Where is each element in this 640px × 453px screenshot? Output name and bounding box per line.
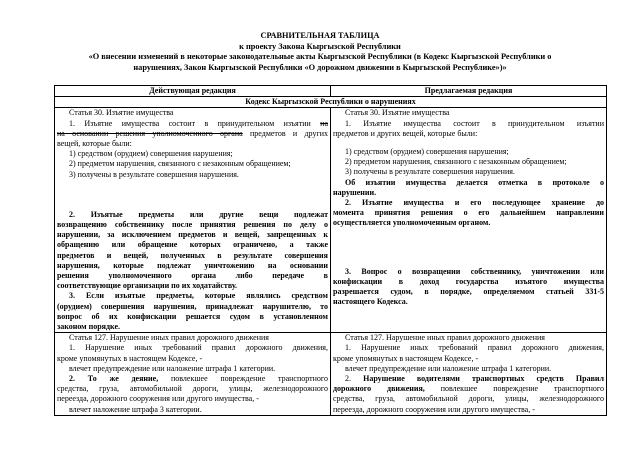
list-item: 2) предметом нарушения, связанного с незаконным обращением; [69,159,291,169]
list-item: 3) получены в результате совершения нарушения. [345,167,515,177]
penalty-line: влечет предупреждение или наложение штрафа 1 категории. [345,363,552,373]
paragraph-3: 3. Если изъятые предметы, которые являлись средством (орудием) совершения нарушения, принадлежат нарушителю, то вопрос об их конфискации решается судом в установленном законом порядке. [57,291,328,332]
comparison-table [54,85,607,416]
law-title-line-2: нарушениях, Закон Кыргызской Республики «О дорожном движении в Кыргызской Республике»)» [133,62,507,72]
list-item: 1) средством (орудием) совершения нарушения; [69,149,233,159]
section-header: Кодекс Кыргызской Республики о нарушениях [55,97,607,108]
struck-text: на основании решения уполномоченного органа [57,128,243,138]
paragraph-2: 2. Изъятые предметы или другие вещи подлежат возвращению собственнику после принятия решения по делу о нарушении, за исключением предметов и вещей, запрещенных к обращению или обращение которых ограничено, а также предметов и вещей, полученных в результате совершения нарушения, которые подлежат уничтожению на основании решения уполномоченного органа либо передаче в соответствующие организации по их ходатайству. [57,209,328,291]
paragraph-line: переезда, дорожного сооружения или другого имущества, - [333,404,535,414]
paragraph-line: дорожного движения, повлекшее повреждение транспортного [333,384,604,394]
paragraph-line: 2. Нарушение водителями транспортных средств Правил [345,374,604,384]
paragraph-line: 2. То же деяние, повлекшее повреждение транспортного [69,374,328,384]
paragraph-line: 1. Изъятие имущества состоит в принудительном изъятии на [69,118,328,128]
paragraph-line: 1. Нарушение иных требований правил дорожного движения, [345,343,604,353]
current-article-127-cell [55,333,331,416]
paragraph-3: 3. Вопрос о возвращении собственнику, уничтожении или конфискации в доход государства изъятого имущества разрешается судом, в порядке, определяемом статьей 331-5 настоящего Кодекса. [333,266,604,307]
current-article-30-cell [55,108,331,333]
paragraph-line: предметов и других вещей, которые были: [333,128,478,138]
list-item: 2) предметом нарушения, связанного с незаконным обращением; [345,157,567,167]
paragraph-line: средства, груза, автомобильной дороги, улицы, железнодорожного [333,394,604,404]
paragraph-line: кроме упомянутых в настоящем Кодексе, - [333,353,479,363]
table-row-article-127 [55,333,607,416]
article-heading: Статья 30. Изъятие имущества [345,108,450,118]
paragraph-line: 1. Нарушение иных требований правил дорожного движения, [69,343,328,353]
paragraph-line: средства, груза, автомобильной дороги, улицы, железнодорожного [57,384,328,394]
document-title: СРАВНИТЕЛЬНАЯ ТАБЛИЦА [260,31,380,40]
paragraph-line: на основании решения уполномоченного органа предметов и других [57,128,328,138]
penalty-line: влечет предупреждение или наложение штрафа 1 категории. [69,363,276,373]
document-header [40,31,600,73]
proposed-article-127-cell [331,333,607,416]
paragraph-line: кроме упомянутых в настоящем Кодексе, - [57,353,203,363]
paragraph-line: 1. Изъятие имущества состоит в принудительном изъятии [345,118,604,128]
list-item: 1) средством (орудием) совершения нарушения; [345,147,509,157]
list-item: 3) получены в результате совершения нарушения. [69,169,239,179]
paragraph-2: 2. Изъятие имущества и его последующее хранение до момента принятия решения о его дальнейшем направлении осуществляется уполномоченным органом. [333,198,604,228]
article-heading: Статья 127. Нарушение иных правил дорожного движения [69,333,269,343]
column-header-current: Действующая редакция [55,86,331,97]
article-heading: Статья 127. Нарушение иных правил дорожного движения [345,333,545,343]
document-subtitle: к проекту Закона Кыргызской Республики [239,41,401,51]
article-heading: Статья 30. Изъятие имущества [69,108,174,118]
law-title-line-1: «О внесении изменений в некоторые законодательные акты Кыргызской Республики (в Кодекс Кыргызской Республики о [88,52,552,61]
column-header-proposed: Предлагаемая редакция [331,86,607,97]
paragraph-line: вещей, которые были: [57,139,132,149]
protocol-note: Об изъятии имущества делается отметка в протоколе о нарушении. [333,177,604,197]
penalty-line: влечет наложение штрафа 3 категории. [69,404,202,414]
struck-text: на [320,118,328,128]
paragraph-line: переезда, дорожного сооружения или другого имущества, - [57,394,259,404]
proposed-article-30-cell [331,108,607,333]
table-row-article-30 [55,108,607,333]
